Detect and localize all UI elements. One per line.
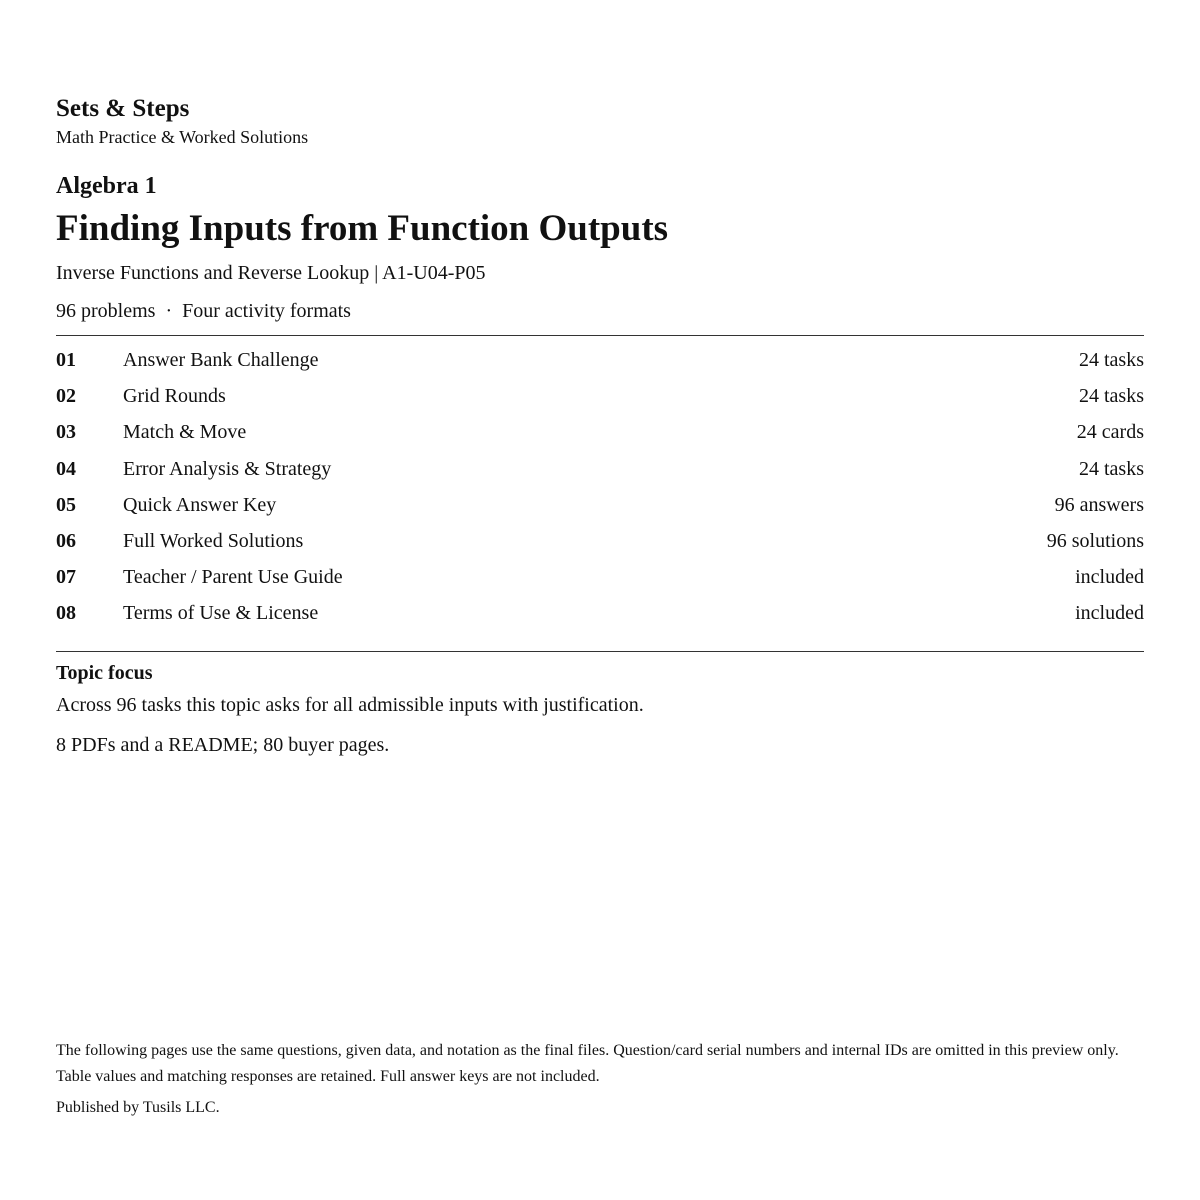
contents-item-count: 96 solutions xyxy=(1046,529,1144,552)
activity-formats: Four activity formats xyxy=(182,300,351,322)
contents-row xyxy=(56,487,1144,523)
publisher-line: Published by Tusils LLC. xyxy=(56,1099,220,1116)
contents-list xyxy=(56,342,1144,632)
contents-number: 06 xyxy=(56,529,76,552)
contents-row xyxy=(56,342,1144,378)
contents-row xyxy=(56,559,1144,595)
contents-item-count: 24 tasks xyxy=(1079,385,1144,408)
file-summary: 8 PDFs and a README; 80 buyer pages. xyxy=(56,734,390,756)
contents-number: 04 xyxy=(56,457,76,480)
topic-focus-text: Across 96 tasks this topic asks for all admissible inputs with justification. xyxy=(56,694,644,716)
contents-top-divider xyxy=(56,335,1144,336)
contents-item-name: Teacher / Parent Use Guide xyxy=(123,566,343,589)
preview-note: The following pages use the same questions, given data, and notation as the final files. Question/card serial numbers and internal IDs are omitted in this preview only. Table values and matching responses are retained. Full answer keys are not included. xyxy=(56,1042,1119,1085)
contents-number: 07 xyxy=(56,566,76,589)
contents-item-name: Match & Move xyxy=(123,421,247,444)
brand-name: Sets & Steps xyxy=(56,95,190,122)
contents-row xyxy=(56,414,1144,450)
contents-row xyxy=(56,595,1144,631)
problem-count: 96 problems xyxy=(56,300,156,322)
meta-separator: · xyxy=(165,300,173,322)
contents-item-count: 24 cards xyxy=(1076,421,1144,444)
product-meta xyxy=(56,298,351,324)
contents-item-name: Terms of Use & License xyxy=(123,602,319,625)
contents-item-name: Grid Rounds xyxy=(123,385,226,408)
contents-number: 01 xyxy=(56,349,76,371)
page-title: Finding Inputs from Function Outputs xyxy=(56,208,669,249)
contents-item-count: 96 answers xyxy=(1054,493,1144,516)
page-subtitle: Inverse Functions and Reverse Lookup | A1-U04-P05 xyxy=(56,262,486,284)
brand-tagline: Math Practice & Worked Solutions xyxy=(56,127,309,147)
contents-number: 03 xyxy=(56,421,76,444)
course-name: Algebra 1 xyxy=(56,173,157,199)
contents-item-count: 24 tasks xyxy=(1079,457,1144,480)
contents-item-name: Quick Answer Key xyxy=(123,493,277,516)
contents-row xyxy=(56,523,1144,559)
contents-number: 05 xyxy=(56,493,76,516)
contents-item-name: Answer Bank Challenge xyxy=(123,349,319,371)
cover-page xyxy=(56,0,1144,1200)
contents-number: 08 xyxy=(56,602,76,625)
topic-focus-heading: Topic focus xyxy=(56,662,153,684)
contents-item-count: included xyxy=(1075,602,1144,625)
contents-item-name: Error Analysis & Strategy xyxy=(123,457,332,480)
contents-number: 02 xyxy=(56,385,76,408)
contents-row xyxy=(56,378,1144,414)
contents-item-count: included xyxy=(1075,566,1144,589)
contents-bottom-divider xyxy=(56,651,1144,652)
contents-item-name: Full Worked Solutions xyxy=(123,529,304,552)
contents-item-count: 24 tasks xyxy=(1079,349,1144,371)
contents-row xyxy=(56,451,1144,487)
